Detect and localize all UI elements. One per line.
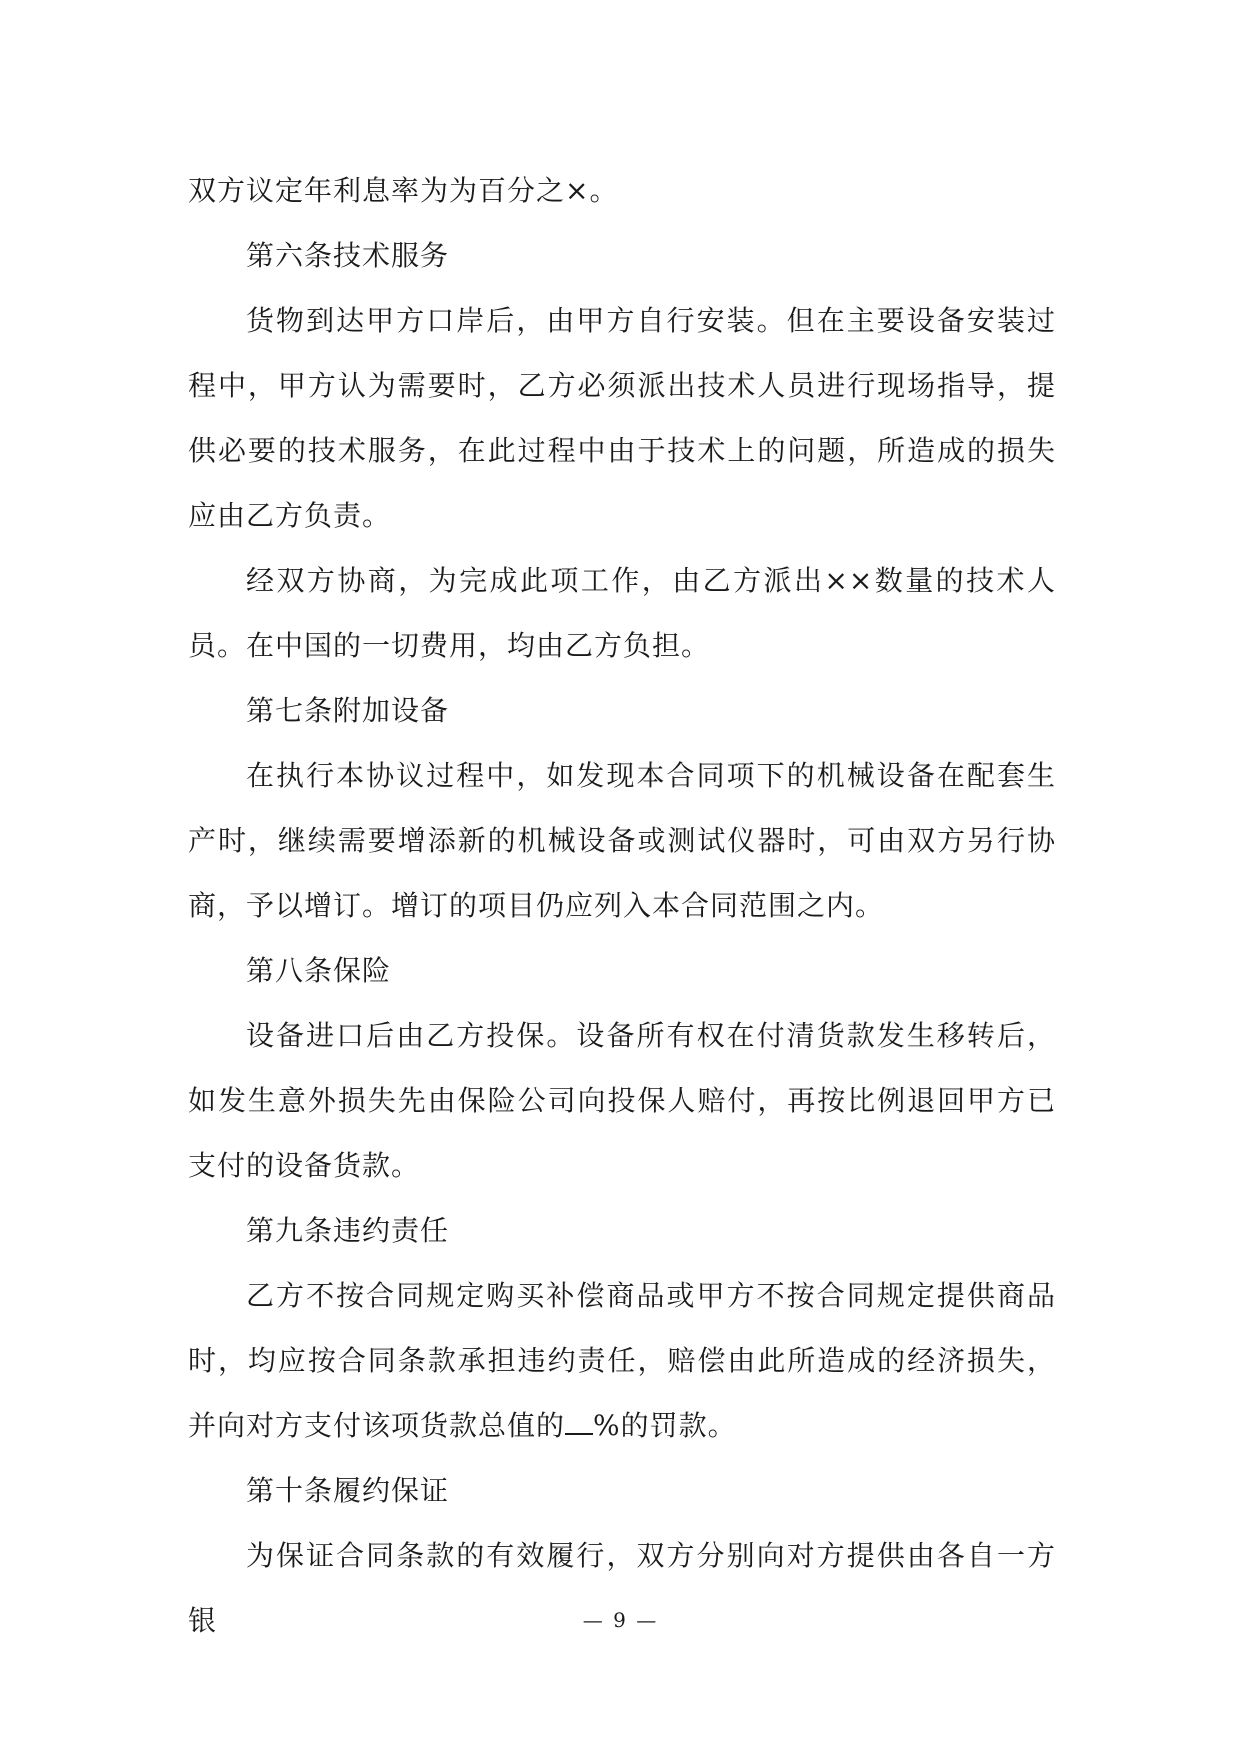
section-heading-10: 第十条履约保证 xyxy=(246,1474,450,1507)
section-heading-7: 第七条附加设备 xyxy=(246,694,450,727)
paragraph-breach-liability xyxy=(188,1263,1056,1458)
section-heading-8: 第八条保险 xyxy=(246,954,392,987)
section-heading-9: 第九条违约责任 xyxy=(246,1214,450,1247)
breach-text-after-blank: %的罚款。 xyxy=(593,1409,737,1442)
paragraph-performance-guarantee: 为保证合同条款的有效履行，双方分别向对方提供由各自一方银 xyxy=(188,1539,1056,1637)
paragraph-insurance: 设备进口后由乙方投保。设备所有权在付清货款发生移转后，如发生意外损失先由保险公司向投保人赔付，再按比例退回甲方已支付的设备货款。 xyxy=(188,1019,1056,1182)
paragraph-additional-equipment: 在执行本协议过程中，如发现本合同项下的机械设备在配套生产时，继续需要增添新的机械设备或测试仪器时，可由双方另行协商，予以增订。增订的项目仍应列入本合同范围之内。 xyxy=(188,759,1056,922)
page-number: — 9 — xyxy=(582,1608,659,1632)
breach-text-before-blank: 乙方不按合同规定购买补偿商品或甲方不按合同规定提供商品时，均应按合同条款承担违约责任，赔偿由此所造成的经济损失，并向对方支付该项货款总值的 xyxy=(188,1279,1056,1442)
paragraph-technical-staff: 经双方协商，为完成此项工作，由乙方派出××数量的技术人员。在中国的一切费用，均由乙方负担。 xyxy=(188,564,1056,662)
paragraph-technical-service: 货物到达甲方口岸后，由甲方自行安装。但在主要设备安装过程中，甲方认为需要时，乙方必须派出技术人员进行现场指导，提供必要的技术服务，在此过程中由于技术上的问题，所造成的损失应由乙方负责。 xyxy=(188,304,1056,532)
document-body xyxy=(188,158,1056,1653)
penalty-percent-blank xyxy=(565,1411,593,1435)
paragraph-continuation: 双方议定年利息率为为百分之×。 xyxy=(188,174,619,207)
section-heading-6: 第六条技术服务 xyxy=(246,239,450,272)
